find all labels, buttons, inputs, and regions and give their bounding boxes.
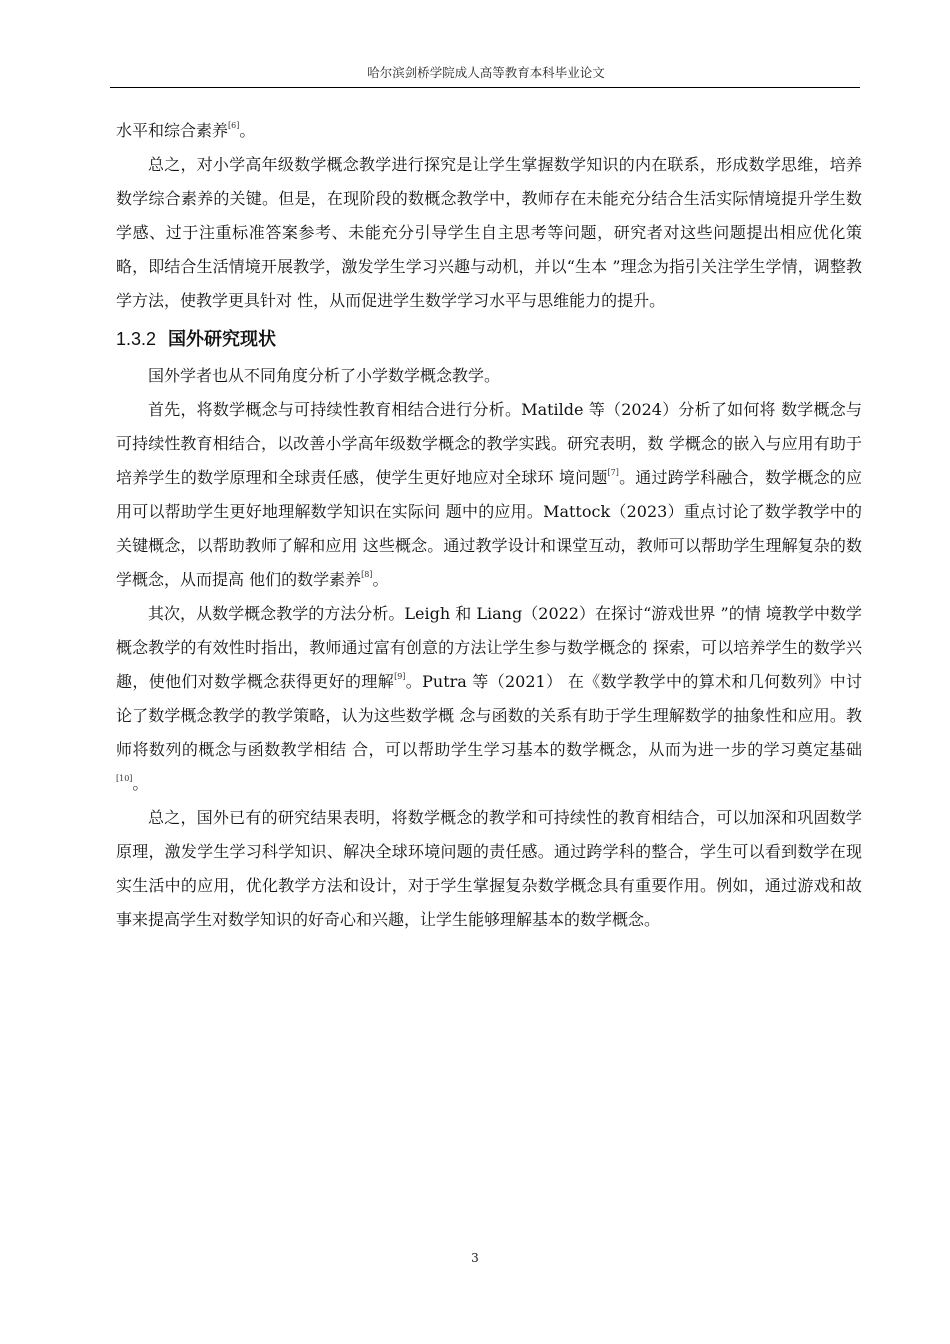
citation-ref[interactable]: [8] bbox=[361, 570, 373, 579]
intro-paragraph: 国外学者也从不同角度分析了小学数学概念教学。 bbox=[148, 366, 501, 385]
header-rule bbox=[110, 87, 860, 88]
paragraph-text: 其次，从数学概念教学的方法分析。Leigh 和 Liang（2022）在探讨“游戏世界 ”的情 境教学中数学概念教学的有效性时指出，教师通过富有创意的方法让学生参与数学概念的 探索，可以培养学生的数学兴趣，使他们对数学概念获得更好的理解 bbox=[116, 604, 862, 691]
citation-ref[interactable]: [7] bbox=[607, 468, 619, 477]
body-text bbox=[116, 114, 862, 937]
paragraph-text: 。通过跨学科融合，数学概念的应用可以帮助学生更好地理解数学知识在实际问 题中的应用。Mattock（2023）重点讨论了数学教学中的关键概念，以帮助教师了解和应用 这些概念。通过教学设计和课堂互动，教师可以帮助学生理解复杂的数学概念，从而提高 他们的数学素养 bbox=[116, 468, 862, 589]
page-number: 3 bbox=[471, 1251, 479, 1265]
citation-ref[interactable]: [6] bbox=[228, 121, 240, 130]
section-heading bbox=[116, 320, 862, 359]
paragraph-text: 水平和综合素养 bbox=[116, 121, 229, 140]
section-number: 1.3.2 bbox=[116, 329, 157, 349]
first-analysis-paragraph bbox=[116, 393, 862, 597]
paragraph-continuation bbox=[116, 114, 862, 148]
section-title: 国外研究现状 bbox=[168, 329, 277, 350]
citation-ref[interactable]: [10] bbox=[116, 774, 133, 783]
running-header: 哈尔滨剑桥学院成人高等教育本科毕业论文 bbox=[367, 65, 605, 80]
paragraph-text: 。Putra 等（2021） 在《数学教学中的算术和几何数列》中讨论了数学概念教学的教学策略，认为这些数学概 念与函数的关系有助于学生理解数学的抽象性和应用。教师将数列的概念与函数教学相结 合，可以帮助学生学习基本的数学概念，从而为进一步的学习奠定基础 bbox=[116, 672, 862, 759]
paragraph-text: 首先，将数学概念与可持续性教育相结合进行分析。Matilde 等（2024）分析了如何将 数学概念与可持续性教育相结合，以改善小学高年级数学概念的教学实践。研究表明，数 学概念的嵌入与应用有助于培养学生的数学原理和全球责任感，使学生更好地应对全球环 境问题 bbox=[116, 400, 862, 487]
paragraph-text: 。 bbox=[132, 774, 149, 793]
paragraph-text: 。 bbox=[239, 121, 256, 140]
summary-paragraph: 总之，对小学高年级数学概念教学进行探究是让学生掌握数学知识的内在联系，形成数学思维，培养数学综合素养的关键。但是，在现阶段的数概念教学中，教师存在未能充分结合生活实际情境提升学生数学感、过于注重标准答案参考、未能充分引导学生自主思考等问题，研究者对这些问题提出相应优化策略，即结合生活情境开展教学，激发学生学习兴趣与动机，并以“生本 ”理念为指引关注学生学情，调整教学方法，使教学更具针对 性，从而促进学生数学学习水平与思维能力的提升。 bbox=[116, 155, 862, 310]
conclusion-paragraph: 总之，国外已有的研究结果表明，将数学概念的教学和可持续性的教育相结合，可以加深和巩固数学原理，激发学生学习科学知识、解决全球环境问题的责任感。通过跨学科的整合，学生可以看到数学在现实生活中的应用，优化教学方法和设计，对于学生掌握复杂数学概念具有重要作用。例如，通过游戏和故事来提高学生对数学知识的好奇心和兴趣，让学生能够理解基本的数学概念。 bbox=[116, 808, 862, 929]
second-analysis-paragraph bbox=[116, 597, 862, 801]
paragraph-text: 。 bbox=[372, 570, 389, 589]
citation-ref[interactable]: [9] bbox=[394, 672, 406, 681]
